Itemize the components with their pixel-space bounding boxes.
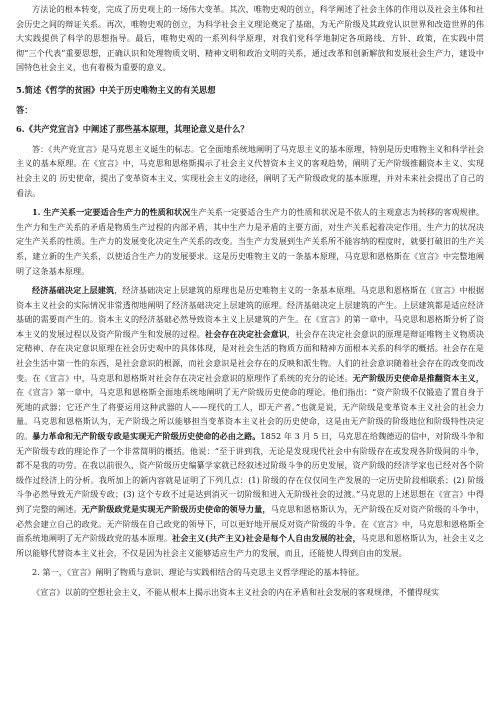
proletarian-party-text: 马克思和恩格斯认为，无产阶级在反对资产阶级的斗争中，必然会建立自己的政党。无产阶级在自己政党的领导下，可以更好地开展反对资产阶级的斗争。在《宣言》中，马克思和恩格斯全面系统地阐明了无产阶级政党的基本原理。 <box>16 504 485 544</box>
social-existence-text: ，社会存在决定社会意识的原理是辩证唯物主义物质决定精神、存在决定意识原理在社会历史观中的具体体现，是对社会生活的物质方面和精神方面根本关系的科学的概括。社会存在是社会生活中第一性的东西，是社会意识的根源，而社会意识是社会存在的反映和派生物。人们的社会意识随着社会存在的改变而改变。在《宣言》中，马克思和恩格斯对社会存在决定社会意识的原理作了系统的充分的论述。 <box>16 328 485 383</box>
economic-base-lead: 经济基础决定上层建筑 <box>32 285 115 296</box>
social-existence-lead: 社会存在决定社会意识 <box>204 328 287 339</box>
question-5-heading: 5.简述《哲学的贫困》中关于历史唯物主义的有关思想 <box>16 84 216 95</box>
proletariat-mission-lead: 无产阶级历史使命是推翻资本主义， <box>352 372 484 383</box>
principle-1-text: 生产关系一定要适合生产力的性质和状况是不依人的主观意志为转移的客观规律。生产力和生产关系的矛盾是物质生产过程的内部矛盾，其中生产力是矛盾的主要方面，对生产关系起着决定作用。生产力的状况决定生产关系的性质。生产力的发展变化决定生产关系的改变。当生产力发展到生产关系所不能容纳的程度时，就要打破旧的生产关系，建立新的生产关系，以使适合生产力的发展要求。这是历史唯物主义的一条基本原理，马克思和恩格斯在《宣言》中完整地阐明了这条基本原理。 <box>16 207 484 276</box>
proletarian-party-lead: 无产阶级政党是实现无产阶级历史使命的领导力量， <box>81 504 271 514</box>
economic-base-text: ，经济基础决定上层建筑的原理也是历史唯物主义的一条基本原理。马克思和恩格斯在《宣言》中根据资本主义社会的实际情况非常透彻地阐明了经济基础决定上层建筑的原理。经济基础决定上层建筑的产生。上层建筑都是适应经济基础的需要而产生的。资本主义的经济基础必然导致资本主义上层建筑的产生。在《宣言》的第一章中，马克思和恩格斯分析了资本主义的发展过程以及资产阶级产生和发展的过程。 <box>16 285 484 339</box>
violent-revolution-text: 1852 年 3 月 5 日，马克思在给魏德迈的信中，对阶级斗争和无产阶级专政的理论作了一个非常简明的概括。他说：“至于讲到我，无论是发现现代社会中有阶级存在或发现各阶级间的斗争，都不是我的功劳。在我以前很久，资产阶级历史编纂学家就已经叙述过阶级斗争的历史发展，资产阶级的经济学家也已经对各个阶级作过经济上的分析。我所加上的新内容就是证明了下列几点：(1) 阶级的存在仅仅同生产发展的一定历史阶段相联系；(2) 阶级斗争必然导致无产阶级专政；(3) 这个专政不过是达到消灭一切阶级和进入无阶级社会的过渡。”马克思的上述思想在《宣言》中得到了完整的阐述。 <box>16 431 484 514</box>
principle-1-lead: 1. 生产关系一定要适合生产力的性质和状况 <box>32 207 191 218</box>
principle-2-paragraph <box>16 283 484 560</box>
proletariat-mission-text: 在《宣言》第一章中，马克思和恩格斯全面地系统地阐明了无产阶级历史使命的理论。他们指出：“资产阶级不仅锻造了置自身于死地的武器；它还产生了将要运用这种武器的人——现代的工人，即无产者。”也就是说，无产阶级是变革资本主义社会的社会力量。马克思和恩格斯认为，无产阶级之所以能够担当变革资本主义社会的历史使命，这是由无产阶级的阶级地位和阶级特性决定的。 <box>16 387 484 442</box>
violent-revolution-lead: 暴力革命和无产阶级专政是实现无产阶级历史使命的必由之路。 <box>32 431 261 442</box>
answer-6-paragraph: 答：《共产党宣言》是马克思主义诞生的标志。它全面地系统地阐明了马克思主义的基本原理，特别是历史唯物主义和科学社会主义的基本原理。在《宣言》中，马克思和恩格斯揭示了社会主义代替资本主义的客观趋势，阐明了无产阶级推翻资本主义、实现社会主义的 历史使命，提出了变革资本主义、实现社会主义的途径，阐明了无产阶级政党的基本原理，并对未来社会提出了自己的看法。 <box>16 143 485 198</box>
question-6-heading: 6.《共产党宣言》中阐述了那些基本原理，其理论意义是什么？ <box>16 124 249 135</box>
principle-1-paragraph <box>16 205 484 278</box>
trailing-paragraph: 《宣言》以前的空想社会主义，不能从根本上揭示出资本主义社会的内在矛盾和社会发展的客观规律，不懂得现实 <box>32 586 440 597</box>
second-point-paragraph: 2. 第一，《宣言》阐明了物质与意识、理论与实践相结合的马克思主义哲学理论的基本特征。 <box>32 567 365 578</box>
socialism-freedom-lead: 社会主义(共产主义)社会是每个人自由发展的社会， <box>172 533 361 544</box>
intro-paragraph: 方法论的根本转变，完成了历史观上的一场伟大变革。其次，唯物史观的创立，科学阐述了社会主体的作用以及社会主体和社会历史之间的辩证关系。再次，唯物史观的创立，为科学社会主义理论奠定了基础，为无产阶级及其政党认识世界和改造世界的伟大实践提供了科学的思想指导。最后，唯物史观的一系列科学原理，对我们党科学地制定各项路线、方针、政策，在实践中贯彻“三个代表”重要思想，正确认识和处理物质文明、精神文明和政治文明的关系，通过改革和创新解放和发展社会生产力，建设中国特色社会主义，也有着极为重要的意义。 <box>16 4 484 73</box>
socialism-freedom-text: 马克思和恩格斯认为，社会主义之所以能够代替资本主义社会，不仅是因为社会主义能够适应生产力的发展，而且，还能使人得到自由的发展。 <box>16 533 484 558</box>
answer-label: 答： <box>16 104 33 115</box>
